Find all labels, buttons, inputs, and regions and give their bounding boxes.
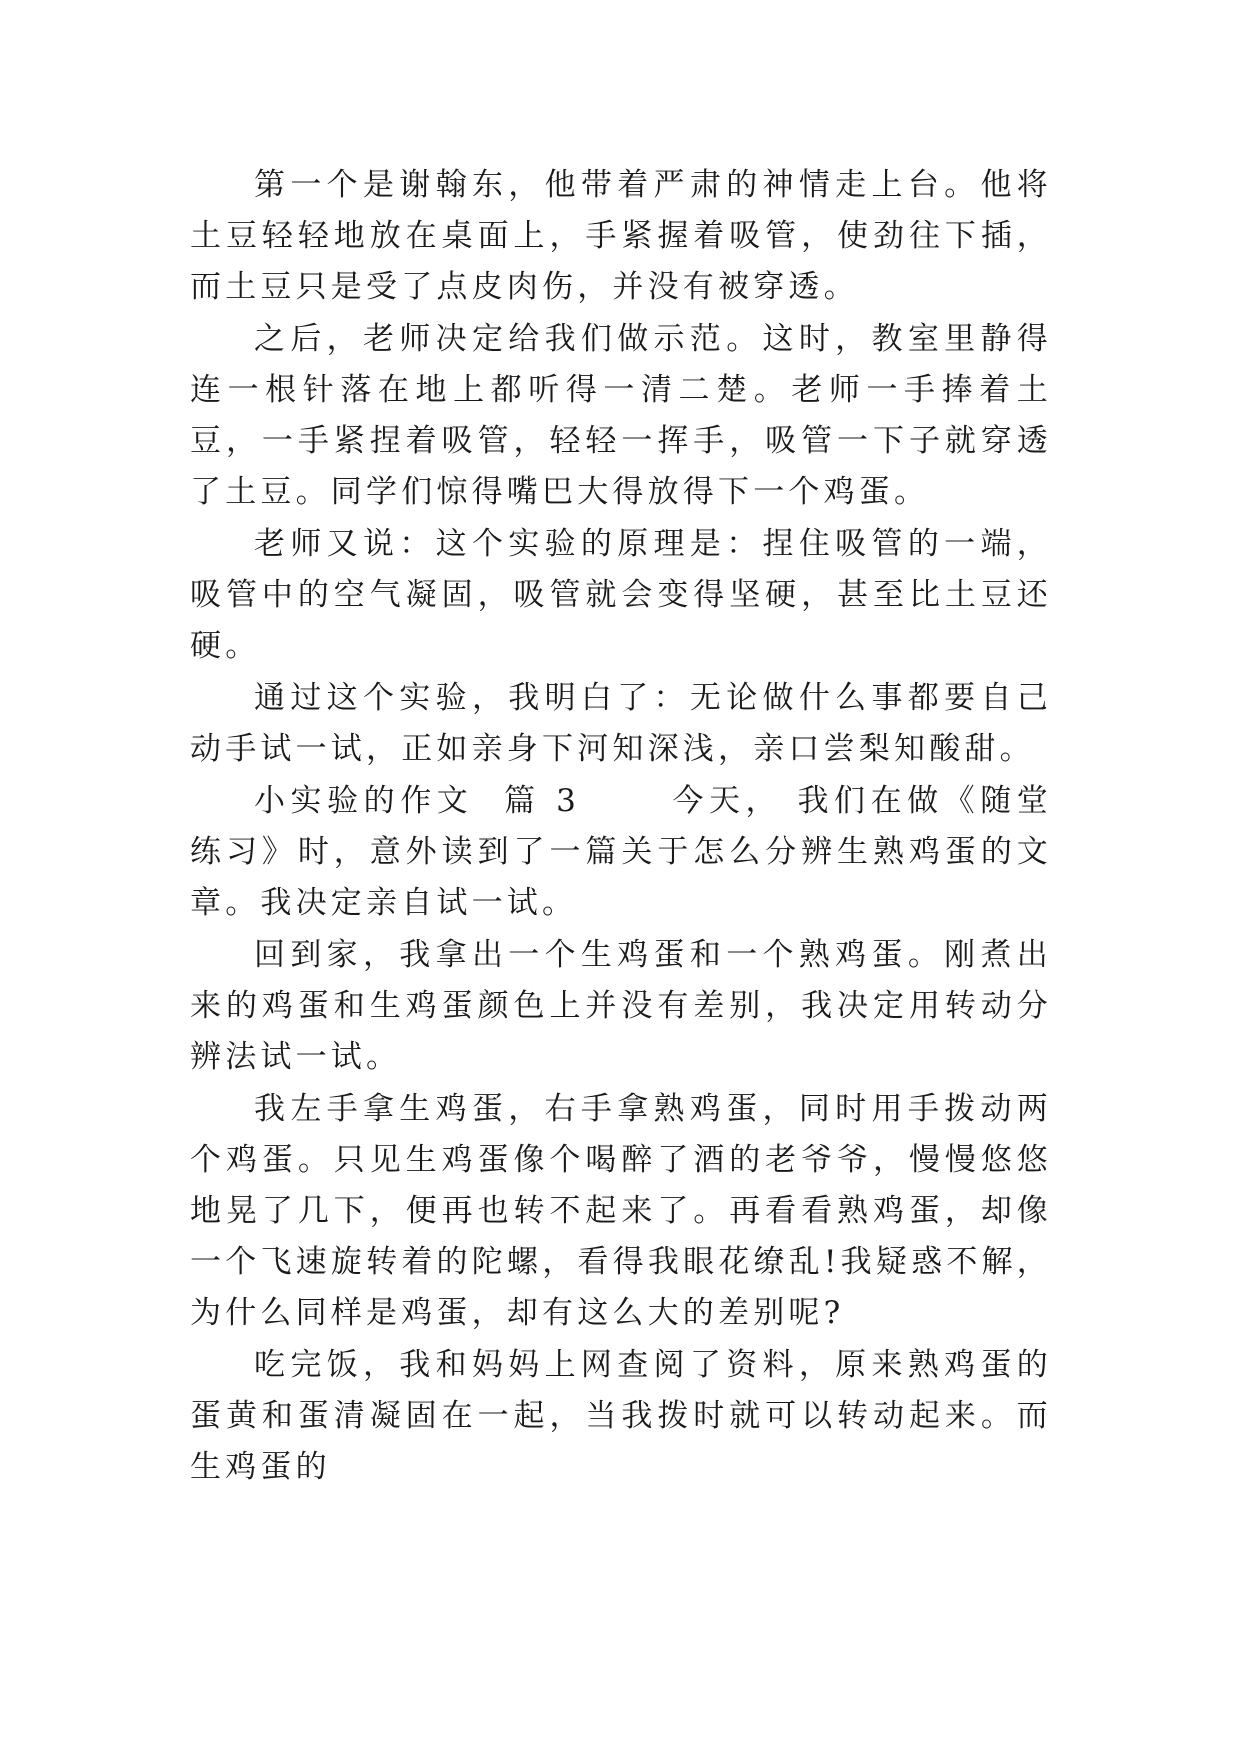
paragraph-8: 吃完饭，我和妈妈上网查阅了资料，原来熟鸡蛋的蛋黄和蛋清凝固在一起，当我拨时就可以转动起来。而生鸡蛋的 [190, 1347, 1052, 1485]
paragraph-4: 通过这个实验，我明白了：无论做什么事都要自己动手试一试，正如亲身下河知深浅，亲口尝梨知酸甜。 [190, 680, 1052, 767]
paragraph-6: 回到家，我拿出一个生鸡蛋和一个熟鸡蛋。刚煮出来的鸡蛋和生鸡蛋颜色上并没有差别，我决定用转动分辨法试一试。 [190, 937, 1052, 1075]
paragraph-7: 我左手拿生鸡蛋，右手拿熟鸡蛋，同时用手拨动两个鸡蛋。只见生鸡蛋像个喝醉了酒的老爷爷，慢慢悠悠地晃了几下，便再也转不起来了。再看看熟鸡蛋，却像一个飞速旋转着的陀螺，看得我眼花缭乱!我疑惑不解，为什么同样是鸡蛋，却有这么大的差别呢? [190, 1091, 1052, 1331]
paragraph-2: 之后，老师决定给我们做示范。这时，教室里静得连一根针落在地上都听得一清二楚。老师一手捧着土豆，一手紧捏着吸管，轻轻一挥手，吸管一下子就穿透了土豆。同学们惊得嘴巴大得放得下一个鸡蛋。 [190, 321, 1052, 510]
paragraph-1: 第一个是谢翰东，他带着严肃的神情走上台。他将土豆轻轻地放在桌面上，手紧握着吸管，使劲往下插，而土豆只是受了点皮肉伤，并没有被穿透。 [190, 167, 1052, 305]
paragraph-5: 小实验的作文 篇 3 今天， 我们在做《随堂练习》时，意外读到了一篇关于怎么分辨生熟鸡蛋的文章。我决定亲自试一试。 [190, 783, 1052, 921]
paragraph-3: 老师又说：这个实验的原理是：捏住吸管的一端，吸管中的空气凝固，吸管就会变得坚硬，甚至比土豆还硬。 [190, 526, 1052, 664]
document-body [190, 160, 1052, 1494]
